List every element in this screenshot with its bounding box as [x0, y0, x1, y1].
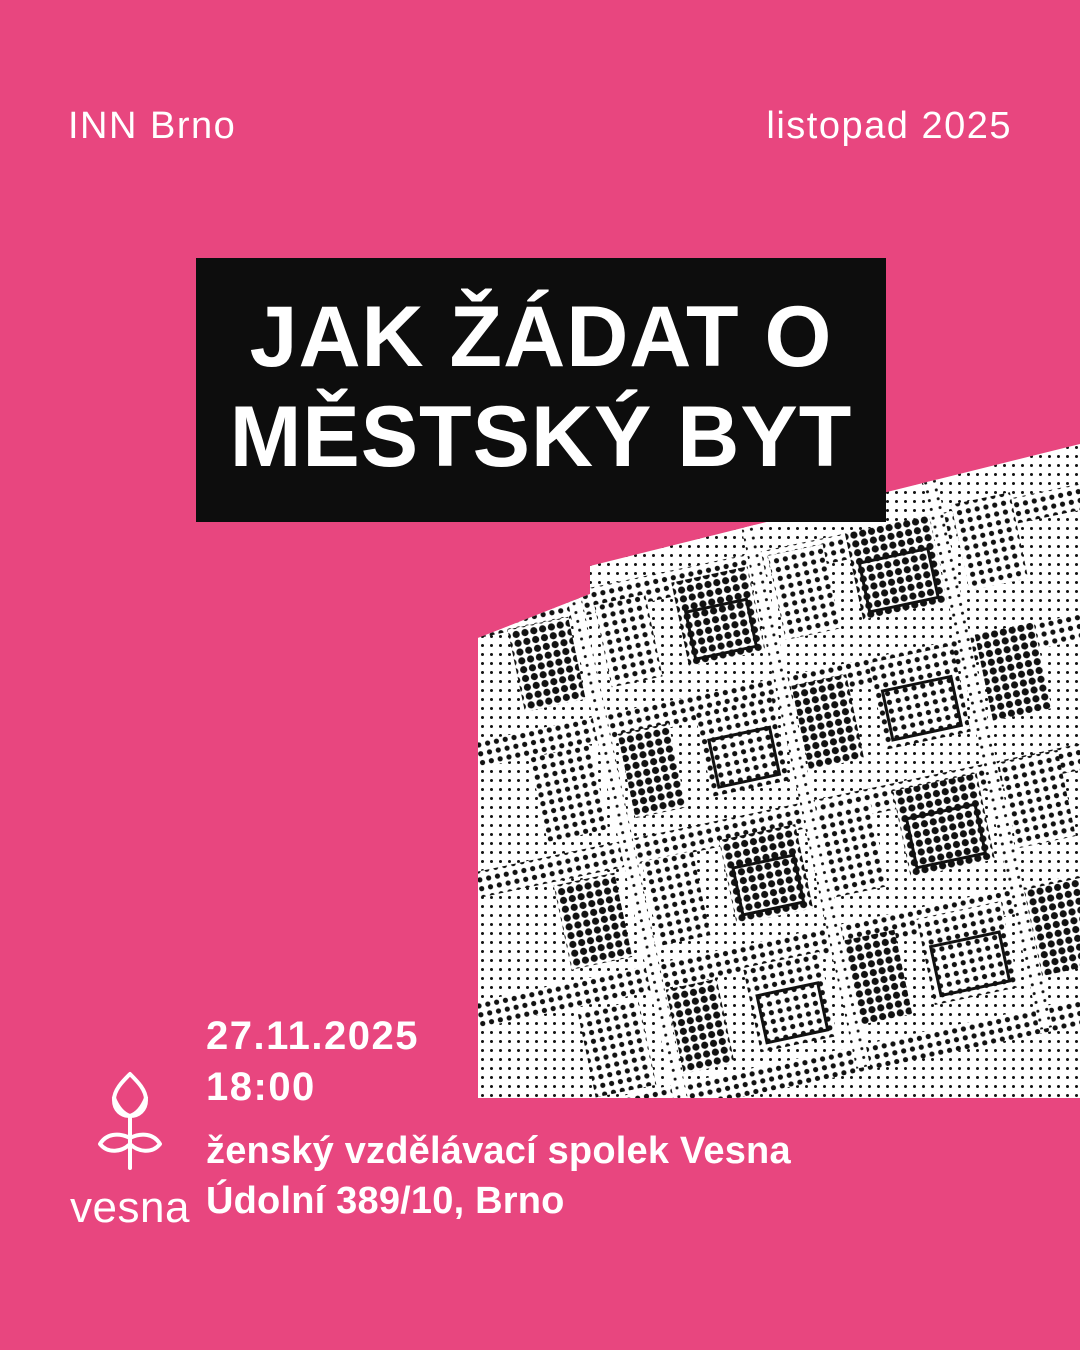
period-label: listopad 2025 [766, 105, 1012, 147]
poster-title [196, 258, 886, 522]
event-address: Údolní 389/10, Brno [206, 1179, 565, 1222]
poster-footer [60, 1011, 791, 1230]
event-time: 18:00 [206, 1065, 316, 1110]
title-line-1: JAK ŽÁDAT O [249, 289, 833, 385]
event-venue: ženský vzdělávací spolek Vesna [206, 1130, 791, 1173]
organizer-label: INN Brno [68, 105, 237, 147]
brand-name: vesna [70, 1183, 190, 1232]
brand-block [60, 1066, 200, 1230]
title-line-2: MĚSTSKÝ BYT [229, 388, 853, 485]
tulip-icon [84, 1066, 176, 1176]
poster-header [0, 98, 1080, 154]
event-details [206, 1011, 791, 1230]
event-date: 27.11.2025 [206, 1013, 419, 1058]
